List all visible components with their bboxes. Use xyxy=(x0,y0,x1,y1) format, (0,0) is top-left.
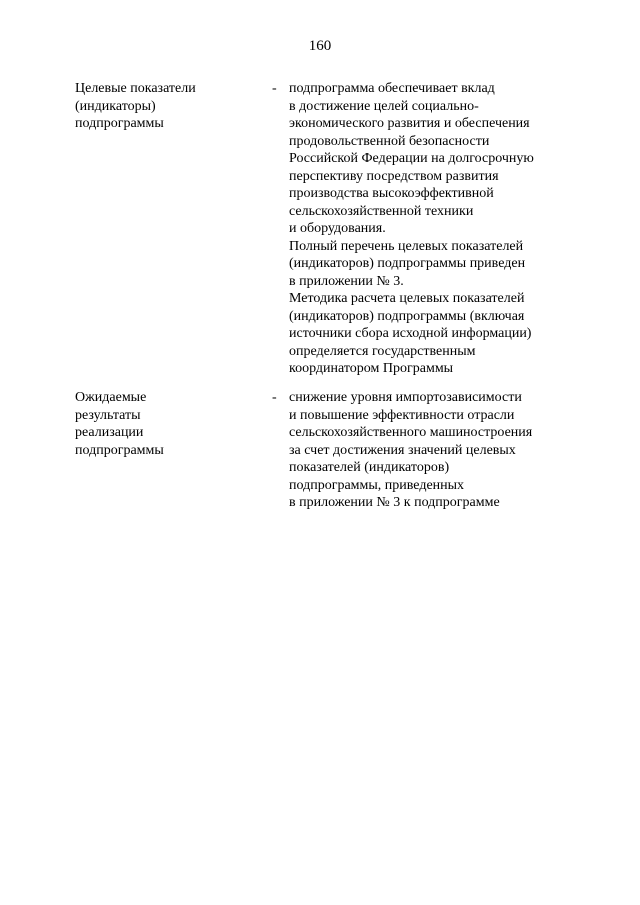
row-dash: - xyxy=(272,390,277,405)
value-line: Российской Федерации на долгосрочную xyxy=(289,151,534,166)
label-line: Целевые показатели xyxy=(75,81,196,96)
row-value xyxy=(289,80,589,378)
value-line: определяется государственным xyxy=(289,343,476,359)
value-line: за счет достижения значений целевых xyxy=(289,442,516,458)
label-line: подпрограммы xyxy=(75,442,164,458)
label-line: результаты xyxy=(75,407,141,423)
value-line: сельскохозяйственного машиностроения xyxy=(289,425,533,440)
value-line: подпрограммы, приведенных xyxy=(289,477,465,493)
value-line: перспективу посредством развития xyxy=(289,168,499,184)
value-line: Методика расчета целевых показателей xyxy=(289,291,525,306)
value-line: экономического развития и обеспечения xyxy=(289,116,530,131)
value-line: и оборудования. xyxy=(289,221,386,236)
row-dash: - xyxy=(272,81,277,96)
value-line: подпрограмма обеспечивает вклад xyxy=(289,81,495,96)
row-label xyxy=(75,389,255,459)
row-value xyxy=(289,389,589,512)
value-line: (индикаторов) подпрограммы (включая xyxy=(289,308,525,324)
value-line: источники сбора исходной информации) xyxy=(289,326,532,341)
value-line: снижение уровня импортозависимости xyxy=(289,390,522,405)
value-line: в достижение целей социально- xyxy=(289,98,479,114)
value-line: в приложении № 3 к подпрограмме xyxy=(289,495,500,510)
label-line: реализации xyxy=(75,425,144,440)
label-line: (индикаторы) xyxy=(75,98,156,114)
value-line: и повышение эффективности отрасли xyxy=(289,407,515,423)
value-line: координатором Программы xyxy=(289,361,454,376)
page-number: 160 xyxy=(308,38,332,54)
value-line: производства высокоэффективной xyxy=(289,186,494,201)
label-line: подпрограммы xyxy=(75,116,164,131)
value-line: (индикаторов) подпрограммы приведен xyxy=(289,256,526,271)
row-label xyxy=(75,80,255,133)
label-line: Ожидаемые xyxy=(75,390,147,405)
value-line: в приложении № 3. xyxy=(289,273,404,289)
value-line: Полный перечень целевых показателей xyxy=(289,238,524,254)
value-line: продовольственной безопасности xyxy=(289,133,490,149)
value-line: сельскохозяйственной техники xyxy=(289,203,474,219)
value-line: показателей (индикаторов) xyxy=(289,460,450,475)
